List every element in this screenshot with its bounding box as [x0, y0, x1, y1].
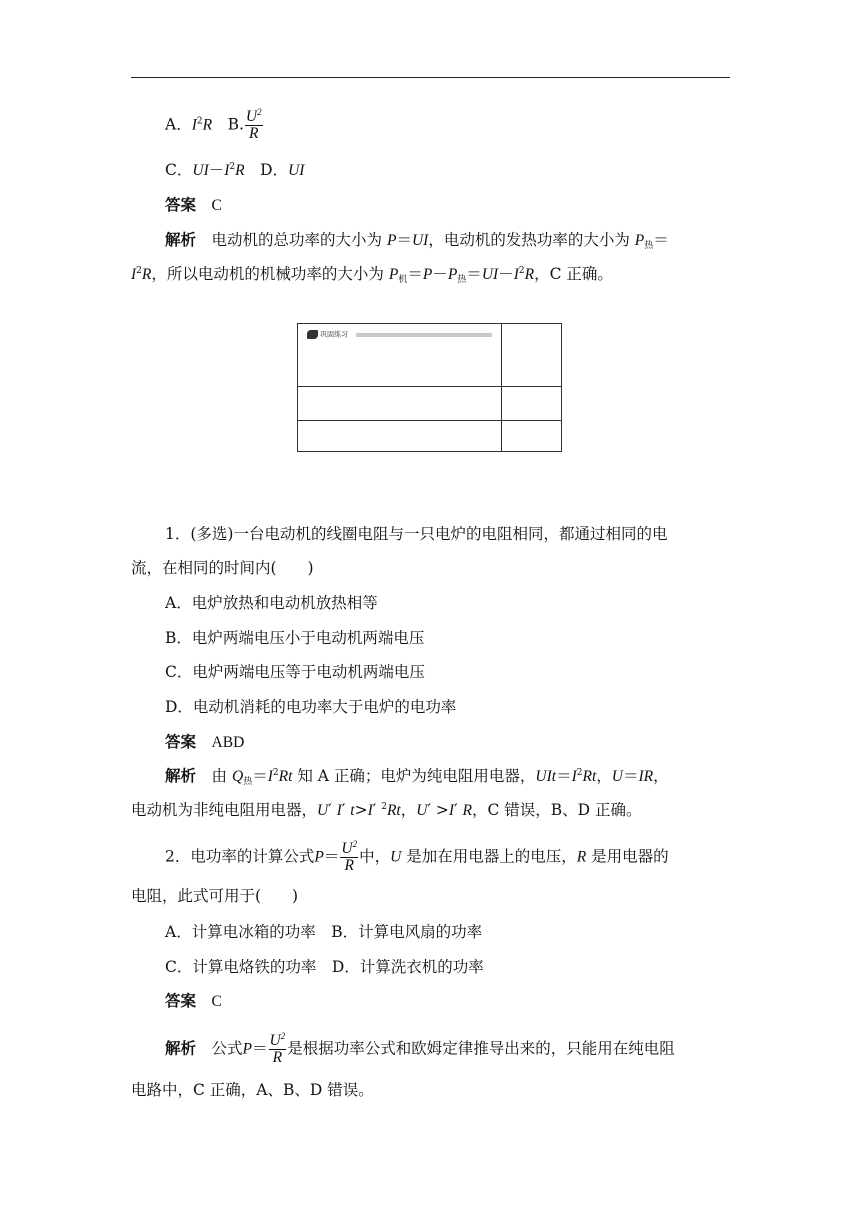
q2-stem-line2: 电阻，此式可用于( )	[131, 887, 299, 905]
q1-option-c: C．电炉两端电压等于电动机两端电压	[165, 663, 425, 681]
q1-answer: 答案 ABD	[165, 732, 245, 751]
practice-header-label: 巩固练习	[307, 330, 348, 340]
practice-icon	[307, 330, 318, 339]
q1-explanation-line2: 电动机为非纯电阻用电器，U′ I′ t>I′ $^2$Rt，U′ >I′ R，C 错误，B、D 正确。	[131, 801, 642, 819]
prev-answer: 答案 C	[165, 195, 222, 214]
q2-explanation-line2: 电路中，C 正确，A、B、D 错误。	[131, 1081, 374, 1099]
q1-option-a: A．电炉放热和电动机放热相等	[165, 594, 378, 612]
prev-options-cd: C．$UI-I^2R$ D．UI	[165, 161, 305, 179]
prev-explanation-line1: 解析 电动机的总功率的大小为 P＝UI，电动机的发热功率的大小为 $P_热=$	[165, 230, 669, 251]
q1-option-d: D．电动机消耗的电功率大于电炉的电功率	[165, 698, 457, 716]
q2-answer: 答案 C	[165, 991, 222, 1010]
header-rule	[131, 77, 730, 78]
prev-explanation-line2: $I^2R$，所以电动机的机械功率的大小为 $P_机=P-P_热=UI-I^2R$，C 正确。	[131, 265, 613, 285]
header-bar	[356, 333, 492, 337]
q2-options-ab: A．计算电冰箱的功率 B．计算电风扇的功率	[165, 923, 483, 941]
q2-options-cd: C．计算电烙铁的功率 D．计算洗衣机的功率	[165, 958, 484, 976]
practice-header-box	[297, 323, 562, 452]
q1-option-b: B．电炉两端电压小于电动机两端电压	[165, 629, 425, 647]
q2-stem-line1: 2．电功率的计算公式P＝ $\frac{U^2}{R}$ 中，U 是加在用电器上的电压，R 是用电器的	[165, 839, 669, 874]
q1-stem-line1: 1．(多选)一台电动机的线圈电阻与一只电炉的电阻相同，都通过相同的电	[165, 525, 668, 543]
q2-explanation-line1: 解析 公式P＝ $\frac{U^2}{R}$ 是根据功率公式和欧姆定律推导出来的，只能用在纯电阻	[165, 1031, 675, 1066]
prev-options-ab: A．$I^2R$ B. $\frac{U^2}{R}$	[165, 107, 262, 142]
q1-explanation-line1: 解析 由 $Q_热=I^2Rt$ 知 A 正确；电炉为纯电阻用电器，$UIt=I^2Rt$，U＝IR，	[165, 766, 669, 787]
q1-stem-line2: 流，在相同的时间内( )	[131, 559, 314, 577]
